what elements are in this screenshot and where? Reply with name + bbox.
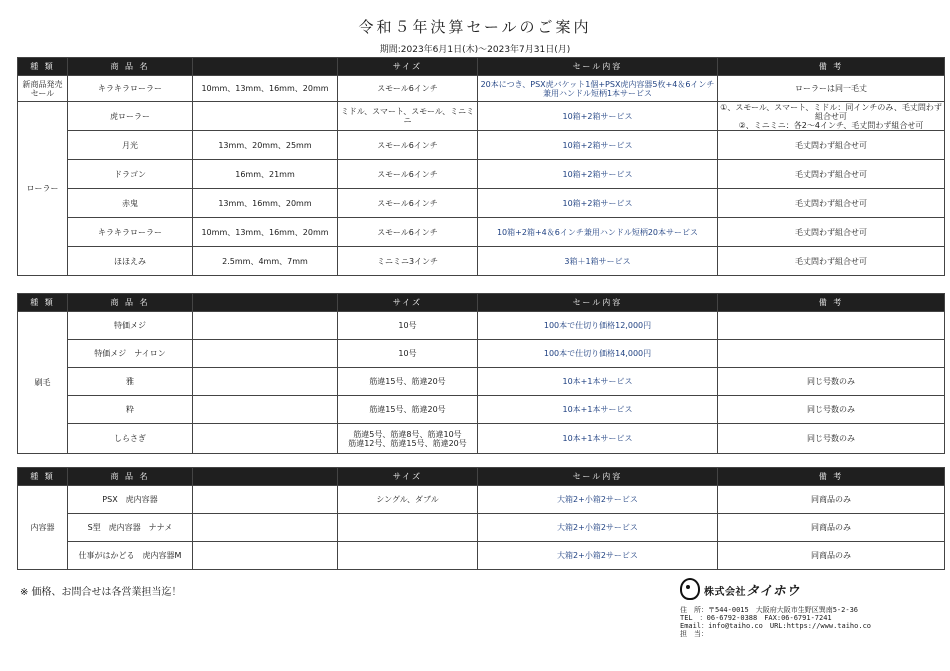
remarks: 毛丈問わず組合せ可 (718, 218, 945, 247)
sale-content: 10箱+2箱サービス (478, 160, 718, 189)
column-header: 種 類 (18, 58, 68, 76)
product-name: 仕事がはかどる 虎内容器M (68, 542, 193, 570)
remarks: 同商品のみ (718, 542, 945, 570)
company-brand: タイホウ (746, 583, 800, 599)
product-spec: 10mm、13mm、16mm、20mm (193, 218, 338, 247)
sale-content: 10本+1本サービス (478, 424, 718, 454)
column-header: 備 考 (718, 58, 945, 76)
product-name: 粋 (68, 396, 193, 424)
company-email-url: Email：info@taiho.co URL:https://www.taiho.co (680, 622, 872, 630)
column-header (193, 294, 338, 312)
product-name: S型 虎内容器 ナナメ (68, 514, 193, 542)
product-size: スモール6インチ (338, 76, 478, 102)
remarks: 同商品のみ (718, 514, 945, 542)
remarks: 毛丈問わず組合せ可 (718, 189, 945, 218)
column-header: サイズ (338, 468, 478, 486)
column-header: 商 品 名 (68, 58, 193, 76)
product-size: スモール6インチ (338, 131, 478, 160)
column-header (193, 468, 338, 486)
product-name: PSX 虎内容器 (68, 486, 193, 514)
remarks: 同じ号数のみ (718, 368, 945, 396)
column-header: セール内容 (478, 468, 718, 486)
column-header: 種 類 (18, 468, 68, 486)
category-cell: 刷毛 (18, 312, 68, 454)
column-header: サイズ (338, 58, 478, 76)
tiger-logo-icon (680, 578, 700, 600)
product-size: ミドル、スマート、スモール、ミニミニ (338, 102, 478, 131)
company-address: 住 所：〒544-0015 大阪府大阪市生野区巽南5-2-36 (680, 606, 859, 614)
product-size: 筋違15号、筋違20号 (338, 368, 478, 396)
product-name: 虎ローラー (68, 102, 193, 131)
table-row (18, 247, 945, 276)
column-header: セール内容 (478, 294, 718, 312)
table-header-row (18, 58, 945, 76)
price-table-2 (17, 293, 945, 454)
product-spec (193, 396, 338, 424)
sale-content: 10箱+2箱サービス (478, 189, 718, 218)
product-size (338, 542, 478, 570)
category-cell: ローラー (18, 102, 68, 276)
product-spec: 10mm、13mm、16mm、20mm (193, 76, 338, 102)
company-tel-fax: TEL ：06-6792-0388 FAX:06-6791-7241 (680, 614, 832, 622)
price-table-1 (17, 57, 945, 276)
product-size (338, 514, 478, 542)
table-row (18, 76, 945, 102)
remarks: ローラーは同一毛丈 (718, 76, 945, 102)
product-size: 筋違15号、筋違20号 (338, 396, 478, 424)
product-size: スモール6インチ (338, 189, 478, 218)
product-name: 赤鬼 (68, 189, 193, 218)
footer-note: ※ 価格、お問合せは各営業担当迄！ (20, 587, 182, 598)
remarks (718, 312, 945, 340)
company-prefix: 株式会社 (704, 586, 746, 598)
product-spec: 2.5mm、4mm、7mm (193, 247, 338, 276)
sale-content: 10本+1本サービス (478, 368, 718, 396)
sale-content: 10箱+2箱サービス (478, 131, 718, 160)
table-row (18, 102, 945, 131)
product-spec (193, 102, 338, 131)
sale-content: 10箱+2箱サービス (478, 102, 718, 131)
product-spec: 13mm、20mm、25mm (193, 131, 338, 160)
company-block (680, 578, 945, 638)
column-header: 商 品 名 (68, 294, 193, 312)
product-spec (193, 486, 338, 514)
table-row (18, 160, 945, 189)
product-name: キラキラローラー (68, 76, 193, 102)
product-spec (193, 368, 338, 396)
sale-content: 10本+1本サービス (478, 396, 718, 424)
sale-content: 大箱2+小箱2サービス (478, 542, 718, 570)
table-header-row (18, 294, 945, 312)
table-row (18, 424, 945, 454)
table-row (18, 368, 945, 396)
remarks: 毛丈問わず組合せ可 (718, 160, 945, 189)
sale-content: 3箱＋1箱サービス (478, 247, 718, 276)
company-logo (680, 578, 945, 600)
product-size: ミニミニ3インチ (338, 247, 478, 276)
product-size: シングル、ダブル (338, 486, 478, 514)
table-row (18, 340, 945, 368)
column-header: 備 考 (718, 294, 945, 312)
remarks: ①、スモール、スマート、ミドル：同インチのみ、毛丈問わず組合せ可 ②、ミニミニ：各2～4インチ、毛丈問わず組合せ可 (718, 102, 945, 131)
product-size: 10号 (338, 340, 478, 368)
product-size: スモール6インチ (338, 160, 478, 189)
remarks: 同じ号数のみ (718, 396, 945, 424)
product-spec (193, 542, 338, 570)
product-name: しらさぎ (68, 424, 193, 454)
product-size: 10号 (338, 312, 478, 340)
product-spec: 13mm、16mm、20mm (193, 189, 338, 218)
table-row (18, 189, 945, 218)
table-row (18, 486, 945, 514)
product-spec: 16mm、21mm (193, 160, 338, 189)
sale-content: 20本につき、PSX虎バケット1個+PSX虎内容器5枚+4＆6インチ 兼用ハンドル短柄1本サービス (478, 76, 718, 102)
product-size: 筋違5号、筋違8号、筋違10号 筋違12号、筋違15号、筋違20号 (338, 424, 478, 454)
remarks: 毛丈問わず組合せ可 (718, 131, 945, 160)
product-spec (193, 340, 338, 368)
company-name (704, 580, 800, 599)
table-row (18, 396, 945, 424)
product-name: キラキラローラー (68, 218, 193, 247)
product-name: ほほえみ (68, 247, 193, 276)
company-contact (680, 606, 945, 638)
product-name: ドラゴン (68, 160, 193, 189)
page-title: 令和５年決算セールのご案内 (358, 18, 592, 36)
column-header: 備 考 (718, 468, 945, 486)
table-row (18, 218, 945, 247)
product-name: 月光 (68, 131, 193, 160)
column-header: 種 類 (18, 294, 68, 312)
category-cell: 内容器 (18, 486, 68, 570)
column-header: サイズ (338, 294, 478, 312)
product-spec (193, 312, 338, 340)
company-person: 担 当： (680, 630, 708, 638)
sale-period: 期間:2023年6月1日(木)～2023年7月31日(月) (379, 45, 571, 55)
sale-content: 大箱2+小箱2サービス (478, 514, 718, 542)
category-cell: 新商品発売 セール (18, 76, 68, 102)
sale-content: 100本で仕切り価格14,000円 (478, 340, 718, 368)
column-header: セール内容 (478, 58, 718, 76)
product-name: 特価メジ ナイロン (68, 340, 193, 368)
product-spec (193, 424, 338, 454)
column-header: 商 品 名 (68, 468, 193, 486)
sale-content: 10箱+2箱+4＆6インチ兼用ハンドル短柄20本サービス (478, 218, 718, 247)
table-header-row (18, 468, 945, 486)
sale-content: 大箱2+小箱2サービス (478, 486, 718, 514)
product-name: 雅 (68, 368, 193, 396)
table-row (18, 312, 945, 340)
remarks: 毛丈問わず組合せ可 (718, 247, 945, 276)
remarks: 同じ号数のみ (718, 424, 945, 454)
column-header (193, 58, 338, 76)
price-table-3 (17, 467, 945, 570)
sale-content: 100本で仕切り価格12,000円 (478, 312, 718, 340)
remarks: 同商品のみ (718, 486, 945, 514)
product-name: 特価メジ (68, 312, 193, 340)
product-spec (193, 514, 338, 542)
table-row (18, 514, 945, 542)
table-row (18, 542, 945, 570)
remarks (718, 340, 945, 368)
product-size: スモール6インチ (338, 218, 478, 247)
table-row (18, 131, 945, 160)
